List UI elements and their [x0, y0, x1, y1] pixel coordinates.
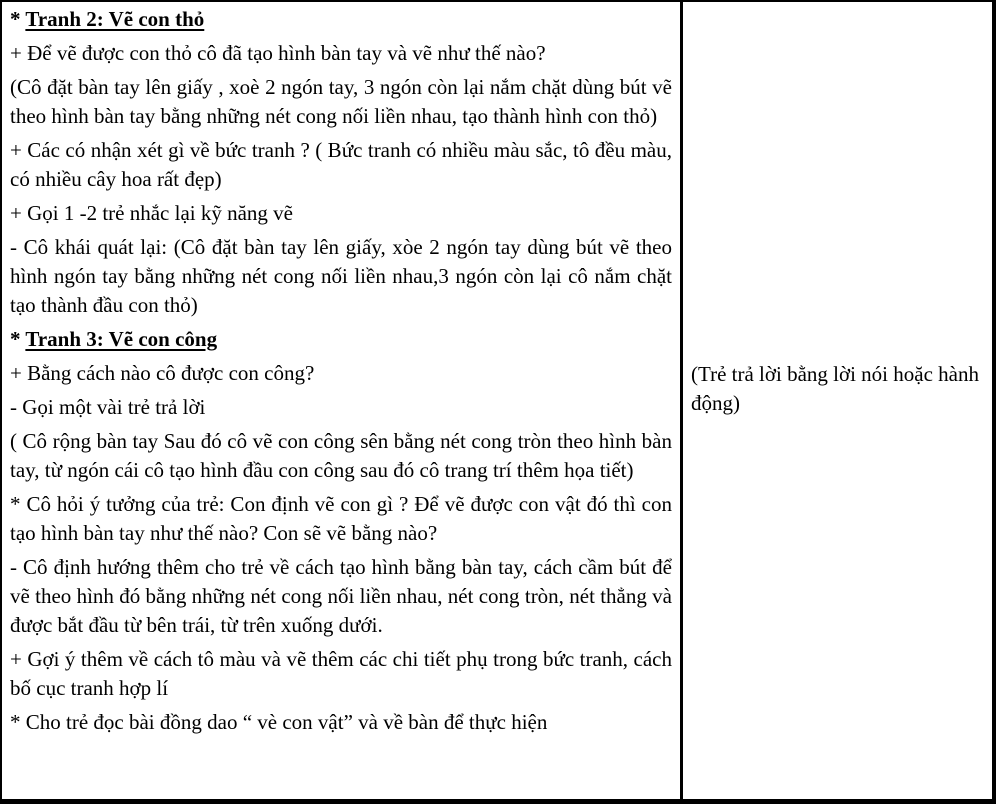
section-heading [10, 325, 672, 354]
paragraph: * Cho trẻ đọc bài đồng dao “ vè con vật” và về bàn để thực hiện [10, 710, 548, 734]
response-column-cell [683, 2, 992, 799]
paragraph: + Bằng cách nào cô được con công? [10, 361, 315, 385]
heading-marker: * [10, 327, 26, 351]
paragraph: (Cô đặt bàn tay lên giấy , xoè 2 ngón tay, 3 ngón còn lại nắm chặt dùng bút vẽ theo hình bàn tay bằng những nét cong nối liền nhau, tạo thành hình con thỏ) [10, 75, 672, 128]
activity-column-cell [2, 2, 683, 799]
paragraph: ( Cô rộng bàn tay Sau đó cô vẽ con công sên bằng nét cong tròn theo hình bàn tay, từ ngón cái cô tạo hình đầu con công sau đó cô trang trí thêm họa tiết) [10, 429, 672, 482]
paragraph: + Gợi ý thêm về cách tô màu và vẽ thêm các chi tiết phụ trong bức tranh, cách bố cục tranh hợp lí [10, 647, 672, 700]
heading-title: Tranh 3: Vẽ con công [25, 327, 218, 351]
paragraph: - Cô khái quát lại: (Cô đặt bàn tay lên giấy, xòe 2 ngón tay dùng bút vẽ theo hình ngón tay bằng những nét cong nối liền nhau,3 ngón còn lại cô nắm chặt tạo thành đầu con thỏ) [10, 235, 672, 317]
paragraph: + Gọi 1 -2 trẻ nhắc lại kỹ năng vẽ [10, 201, 294, 225]
paragraph: - Cô định hướng thêm cho trẻ về cách tạo hình bằng bàn tay, cách cầm bút để vẽ theo hình đó bằng những nét cong nối liền nhau, nét cong tròn, nét thẳng và được bắt đầu từ bên trái, từ trên xuống dưới. [10, 555, 672, 637]
paragraph: * Cô hỏi ý tưởng của trẻ: Con định vẽ con gì ? Để vẽ được con vật đó thì con tạo hình bàn tay như thế nào? Con sẽ vẽ bằng nào? [10, 492, 672, 545]
heading-marker: * [10, 7, 26, 31]
children-response-note: (Trẻ trả lời bằng lời nói hoặc hành động) [691, 361, 979, 415]
paragraph: - Gọi một vài trẻ trả lời [10, 395, 206, 419]
paragraph: + Để vẽ được con thỏ cô đã tạo hình bàn tay và vẽ như thế nào? [10, 41, 546, 65]
heading-title: Tranh 2: Vẽ con thỏ [25, 7, 205, 31]
paragraph: + Các có nhận xét gì về bức tranh ? ( Bức tranh có nhiều màu sắc, tô đều màu, có nhiều cây hoa rất đẹp) [10, 138, 672, 191]
section-heading [10, 5, 672, 34]
